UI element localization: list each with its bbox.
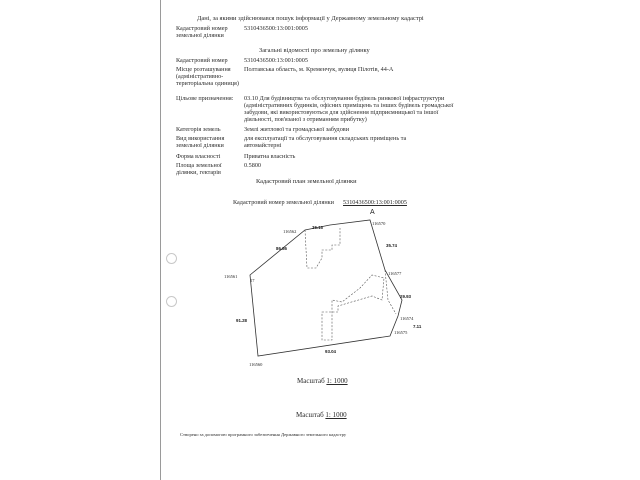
land-category-value: Землі житлової та громадської забудови bbox=[244, 126, 350, 133]
area-label: Площа земельної ділянки, гектарів bbox=[176, 162, 222, 176]
point-label: 116575 bbox=[394, 330, 408, 335]
cadastral-plan-heading: Кадастровий план земельної ділянки bbox=[256, 178, 357, 185]
purpose-label: Цільове призначення: bbox=[176, 95, 234, 102]
plan-cadastral-label: Кадастровий номер земельної ділянки bbox=[233, 199, 334, 206]
point-label: 116570 bbox=[372, 221, 386, 226]
dimension-label: 29.93 bbox=[400, 294, 411, 299]
footer-note: Створено за допомогою програмного забезпечення Державного земельного кадастру bbox=[180, 432, 347, 437]
usage-type-value: для експлуатації та обслуговування складських приміщень та автомайстерні bbox=[244, 135, 407, 149]
ownership-value: Приватна власність bbox=[244, 153, 296, 160]
dimension-label: 35.74 bbox=[386, 243, 397, 248]
point-label: 116574 bbox=[400, 316, 414, 321]
dimension-label: 36.16 bbox=[312, 225, 323, 230]
scale-line: Масштаб 1: 1000 bbox=[297, 377, 348, 385]
parcel-boundary bbox=[250, 220, 402, 356]
location-label: Місце розташування (адміністративно-територіальна одиниця) bbox=[176, 66, 239, 87]
purpose-value: 03.10 Для будівництва та обслуговування будівель ринкової інфраструктури (адміністративних будинків, офісних приміщень та інших будівель громадської забудови, які використовуються для здійснення підприємницької та іншої діяльності, пов'язаної з отриманням прибутку) bbox=[244, 95, 454, 123]
point-label: 116560 bbox=[249, 362, 263, 367]
plan-cadastral-value: 5310436500:13:001:0005 bbox=[343, 199, 407, 206]
corner-mark: 17 bbox=[250, 278, 255, 283]
ownership-label: Форма власності bbox=[176, 153, 221, 160]
north-marker: А bbox=[370, 209, 375, 216]
point-label: 116577 bbox=[388, 271, 402, 276]
search-value: 5310436500:13:001:0005 bbox=[244, 25, 308, 32]
building-outline bbox=[305, 228, 396, 340]
land-category-label: Категорія земель bbox=[176, 126, 221, 133]
point-label: 116561 bbox=[224, 274, 238, 279]
point-label: 116562 bbox=[283, 229, 297, 234]
search-label: Кадастровий номер земельної ділянки bbox=[176, 25, 228, 39]
dimension-label: 86.86 bbox=[276, 246, 287, 251]
scale-line-2: Масштаб 1: 1000 bbox=[296, 411, 347, 419]
dimension-label: 93.04 bbox=[325, 349, 336, 354]
area-value: 0.5800 bbox=[244, 162, 262, 169]
document-title: Дані, за якими здійснювався пошук інформації у Державному земельному кадастрі bbox=[197, 15, 424, 22]
general-info-heading: Загальні відомості про земельну ділянку bbox=[259, 47, 370, 54]
usage-type-label: Вид використання земельної ділянки bbox=[176, 135, 225, 149]
dimension-label: 7.11 bbox=[413, 324, 422, 329]
cadastral-number-label: Кадастровий номер bbox=[176, 57, 228, 64]
dimension-label: 91.28 bbox=[236, 318, 247, 323]
cadastral-number-value: 5310436500:13:001:0005 bbox=[244, 57, 308, 64]
location-value: Полтавська область, м. Кременчук, вулиця Пілотів, 44-А bbox=[244, 66, 394, 73]
